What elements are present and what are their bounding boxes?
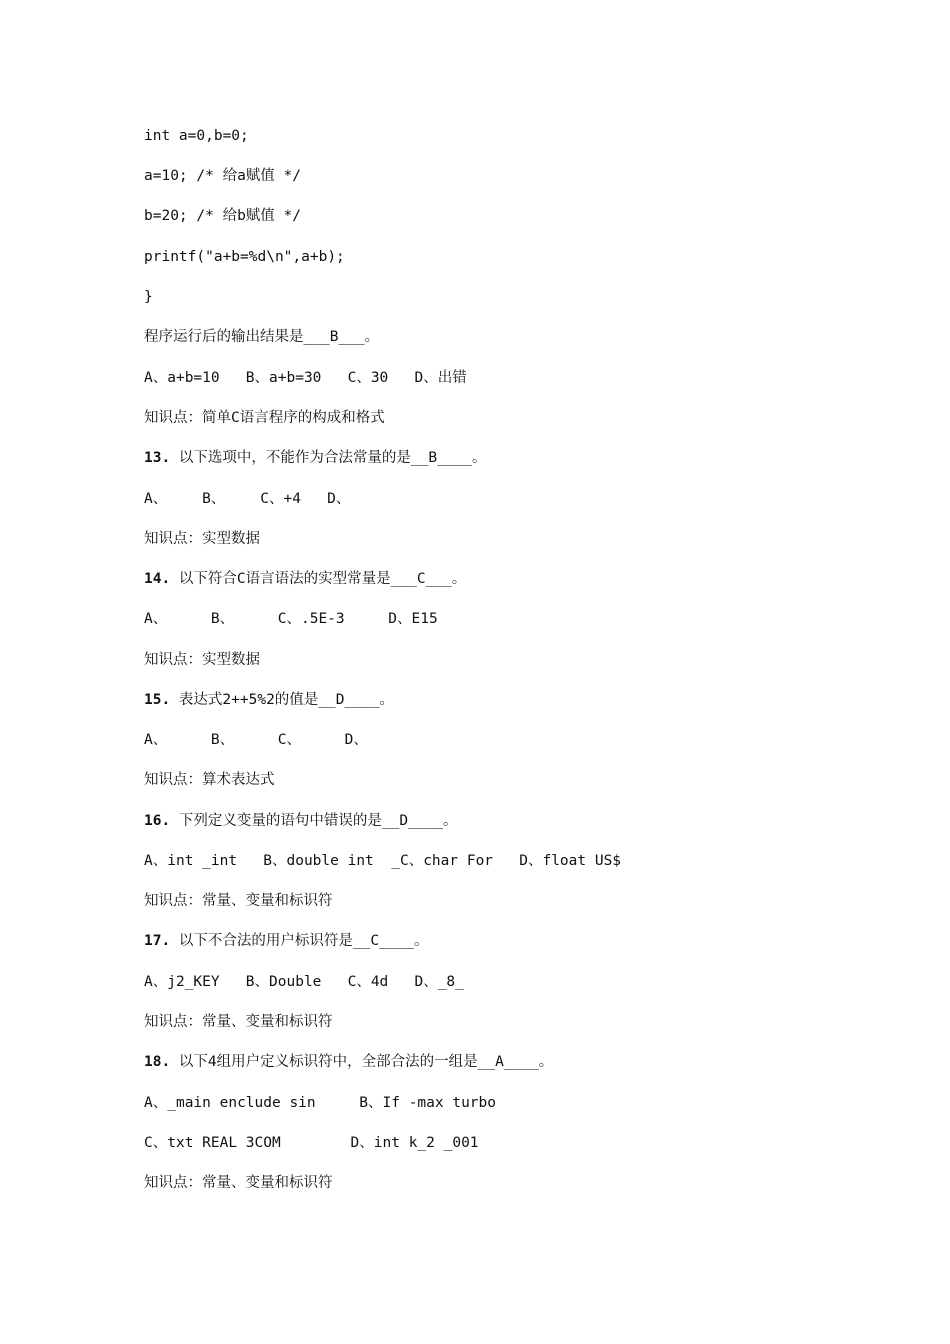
q14-knowledge: 知识点：实型数据 (144, 652, 260, 668)
code-line-printf: printf("a+b=%d\n",a+b); (144, 249, 345, 265)
code-line-close-brace: } (144, 289, 153, 305)
q13-options: A、 B、 C、+4 D、 (144, 491, 351, 507)
q14-number: 14. (144, 571, 171, 587)
code-line-declare: int a=0,b=0; (144, 128, 249, 144)
q15-options: A、 B、 C、 D、 (144, 732, 368, 748)
q13-knowledge: 知识点：实型数据 (144, 531, 260, 547)
q18-options-ab: A、_main enclude sin B、If -max turbo (144, 1095, 497, 1111)
q16-number: 16. (144, 813, 171, 829)
q16-question (144, 809, 458, 833)
q14-stem: 以下符合C语言语法的实型常量是___C___。 (170, 571, 467, 587)
q13-stem: 以下选项中，不能作为合法常量的是__B____。 (170, 450, 487, 466)
q16-options: A、int _int B、double int _C、char For D、float US$ (144, 853, 622, 869)
q17-knowledge: 知识点：常量、变量和标识符 (144, 1014, 333, 1030)
q13-question (144, 446, 487, 470)
q18-knowledge: 知识点：常量、变量和标识符 (144, 1175, 333, 1191)
q12-stem: 程序运行后的输出结果是___B___。 (144, 329, 380, 345)
q15-question (144, 688, 394, 712)
q16-stem: 下列定义变量的语句中错误的是__D____。 (170, 813, 458, 829)
q18-number: 18. (144, 1054, 171, 1070)
q17-stem: 以下不合法的用户标识符是__C____。 (170, 933, 429, 949)
q14-question (144, 567, 466, 591)
q16-knowledge: 知识点：常量、变量和标识符 (144, 893, 333, 909)
q13-number: 13. (144, 450, 171, 466)
q14-options: A、 B、 C、.5E-3 D、E15 (144, 611, 438, 627)
code-line-assign-a: a=10; /* 给a赋值 */ (144, 168, 301, 184)
q18-question (144, 1050, 553, 1074)
q15-knowledge: 知识点：算术表达式 (144, 772, 275, 788)
q17-number: 17. (144, 933, 171, 949)
q15-number: 15. (144, 692, 171, 708)
code-line-assign-b: b=20; /* 给b赋值 */ (144, 208, 301, 224)
q17-options: A、j2_KEY B、Double C、4d D、_8_ (144, 974, 464, 990)
q18-stem: 以下4组用户定义标识符中，全部合法的一组是__A____。 (170, 1054, 554, 1070)
q12-knowledge: 知识点：简单C语言程序的构成和格式 (144, 410, 385, 426)
q17-question (144, 929, 429, 953)
q15-stem: 表达式2++5%2的值是__D____。 (170, 692, 394, 708)
q18-options-cd: C、txt REAL 3COM D、int k_2 _001 (144, 1135, 479, 1151)
q12-options: A、a+b=10 B、a+b=30 C、30 D、出错 (144, 370, 467, 386)
